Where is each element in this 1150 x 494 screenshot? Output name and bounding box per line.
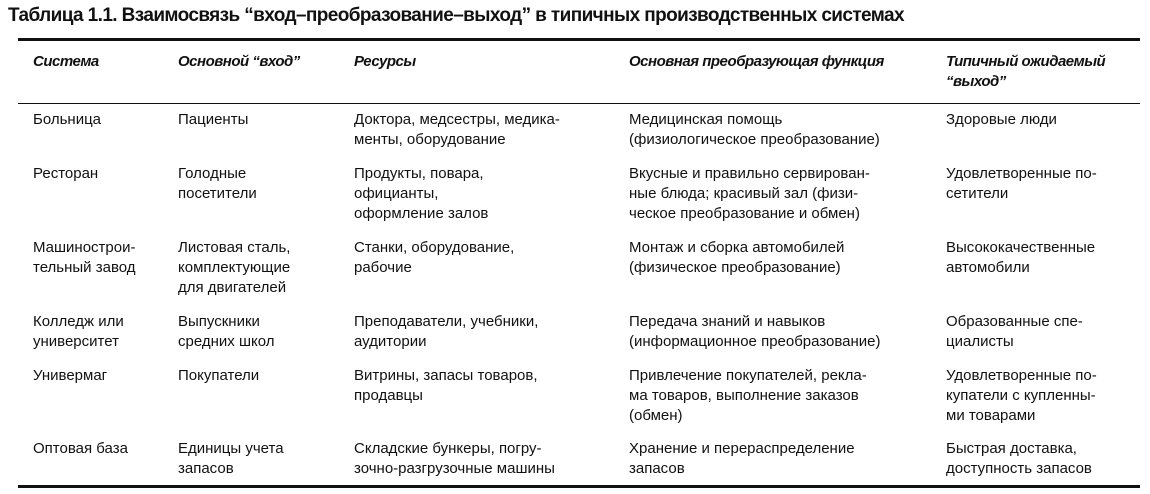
cell-function: Вкусные и правильно сервирован- ные блюда; красивый зал (физи- ческое преобразование и обмен) bbox=[629, 165, 870, 222]
cell-system: Больница bbox=[33, 111, 102, 128]
table-caption: Таблица 1.1. Взаимосвязь “вход–преобразование–выход” в типичных производственных системах bbox=[8, 5, 904, 26]
cell-output: Удовлетворенные по- купатели с купленны- ми товарами bbox=[946, 367, 1097, 424]
cell-resources: Станки, оборудование, рабочие bbox=[354, 239, 515, 276]
cell-input: Выпускники средних школ bbox=[178, 313, 275, 350]
cell-input: Листовая сталь, комплектующие для двигателей bbox=[178, 239, 291, 296]
cell-input: Пациенты bbox=[178, 111, 249, 128]
cell-output: Удовлетворенные по- сетители bbox=[946, 165, 1097, 202]
cell-input: Голодные посетители bbox=[178, 165, 257, 202]
cell-output: Высококачественные автомобили bbox=[946, 239, 1096, 276]
table-header-rule bbox=[18, 103, 1140, 104]
header-resources: Ресурсы bbox=[354, 53, 416, 70]
cell-function: Передача знаний и навыков (информационное преобразование) bbox=[629, 313, 881, 350]
cell-function: Хранение и перераспределение запасов bbox=[629, 440, 855, 477]
cell-function: Медицинская помощь (физиологическое преобразование) bbox=[629, 111, 880, 148]
cell-function: Привлечение покупателей, рекла- ма товаров, выполнение заказов (обмен) bbox=[629, 367, 867, 424]
header-input: Основной “вход” bbox=[178, 53, 300, 70]
table-top-rule bbox=[18, 38, 1140, 41]
cell-system: Колледж или университет bbox=[33, 313, 124, 350]
cell-resources: Доктора, медсестры, медика- менты, оборудование bbox=[354, 111, 560, 148]
table-bottom-rule bbox=[18, 485, 1140, 488]
header-output: Типичный ожидаемый “выход” bbox=[946, 53, 1106, 90]
cell-function: Монтаж и сборка автомобилей (физическое преобразование) bbox=[629, 239, 845, 276]
cell-system: Универмаг bbox=[33, 367, 108, 384]
cell-input: Покупатели bbox=[178, 367, 260, 384]
header-system: Система bbox=[33, 53, 99, 70]
cell-system: Ресторан bbox=[33, 165, 99, 182]
cell-output: Здоровые люди bbox=[946, 111, 1057, 128]
cell-resources: Преподаватели, учебники, аудитории bbox=[354, 313, 539, 350]
header-function: Основная преобразующая функция bbox=[629, 53, 884, 70]
cell-system: Оптовая база bbox=[33, 440, 128, 457]
cell-resources: Витрины, запасы товаров, продавцы bbox=[354, 367, 538, 404]
cell-resources: Складские бункеры, погру- зочно-разгрузочные машины bbox=[354, 440, 555, 477]
cell-output: Образованные спе- циалисты bbox=[946, 313, 1083, 350]
cell-resources: Продукты, повара, официанты, оформление залов bbox=[354, 165, 489, 222]
cell-output: Быстрая доставка, доступность запасов bbox=[946, 440, 1092, 477]
cell-input: Единицы учета запасов bbox=[178, 440, 284, 477]
cell-system: Машинострои- тельный завод bbox=[33, 239, 136, 276]
